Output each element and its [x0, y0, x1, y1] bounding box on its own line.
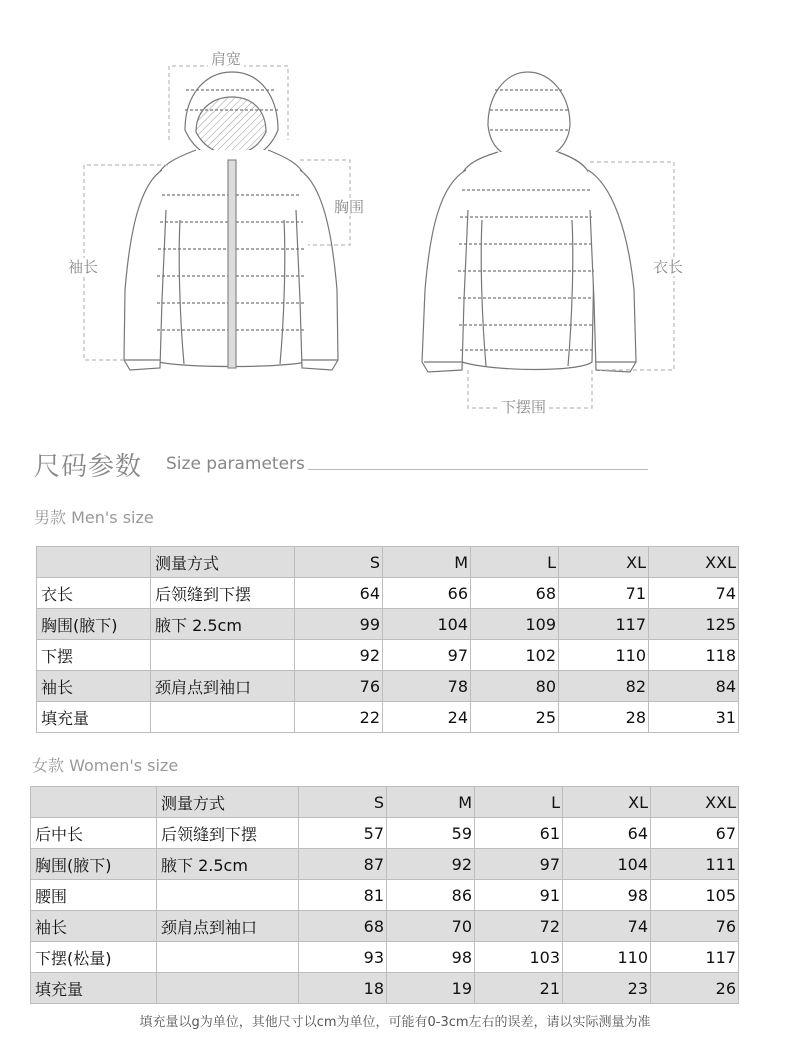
header-cell	[37, 547, 151, 578]
table-row	[37, 702, 739, 733]
row-method: 后领缝到下摆	[151, 578, 295, 609]
cell-value: 104	[383, 609, 471, 640]
row-name: 填充量	[31, 973, 157, 1004]
jacket-drawing	[0, 0, 790, 430]
cell-value: 71	[559, 578, 649, 609]
row-method	[151, 702, 295, 733]
cell-value: 26	[651, 973, 739, 1004]
row-method	[157, 942, 299, 973]
cell-value: 93	[299, 942, 387, 973]
cell-value: 110	[559, 640, 649, 671]
row-method	[157, 973, 299, 1004]
row-name: 填充量	[37, 702, 151, 733]
row-method	[151, 640, 295, 671]
row-method: 颈肩点到袖口	[157, 911, 299, 942]
table-row	[31, 849, 739, 880]
row-name: 袖长	[31, 911, 157, 942]
front-jacket-outline	[124, 72, 338, 370]
jacket-diagram	[0, 0, 790, 430]
table-row	[31, 818, 739, 849]
header-cell: XL	[559, 547, 649, 578]
cell-value: 31	[649, 702, 739, 733]
mens-size-label: 男款 Men's size	[34, 508, 154, 527]
cell-value: 19	[387, 973, 475, 1004]
cell-value: 91	[475, 880, 563, 911]
back-jacket-outline	[422, 72, 636, 372]
cell-value: 66	[383, 578, 471, 609]
cell-value: 80	[471, 671, 559, 702]
cell-value: 92	[295, 640, 383, 671]
table-row	[31, 911, 739, 942]
cell-value: 110	[563, 942, 651, 973]
header-cell: XL	[563, 787, 651, 818]
header-cell: M	[383, 547, 471, 578]
row-name: 袖长	[37, 671, 151, 702]
header-cell: L	[471, 547, 559, 578]
header-cell	[31, 787, 157, 818]
header-cell: 测量方式	[151, 547, 295, 578]
cell-value: 67	[651, 818, 739, 849]
cell-value: 64	[295, 578, 383, 609]
cell-value: 104	[563, 849, 651, 880]
cell-value: 64	[563, 818, 651, 849]
womens-size-label: 女款 Women's size	[32, 756, 179, 775]
cell-value: 22	[295, 702, 383, 733]
row-name: 下摆	[37, 640, 151, 671]
row-name: 后中长	[31, 818, 157, 849]
cell-value: 102	[471, 640, 559, 671]
row-method: 颈肩点到袖口	[151, 671, 295, 702]
header-cell: S	[295, 547, 383, 578]
cell-value: 68	[299, 911, 387, 942]
title-divider	[308, 469, 648, 470]
table-header-row	[37, 547, 739, 578]
table-row	[37, 609, 739, 640]
cell-value: 98	[387, 942, 475, 973]
cell-value: 125	[649, 609, 739, 640]
row-name: 胸围(腋下)	[37, 609, 151, 640]
table-row	[37, 578, 739, 609]
row-method: 腋下 2.5cm	[157, 849, 299, 880]
cell-value: 76	[295, 671, 383, 702]
cell-value: 74	[563, 911, 651, 942]
body-length-label: 衣长	[650, 258, 686, 276]
cell-value: 117	[559, 609, 649, 640]
cell-value: 76	[651, 911, 739, 942]
header-cell: S	[299, 787, 387, 818]
row-name: 胸围(腋下)	[31, 849, 157, 880]
sleeve-length-label: 袖长	[65, 258, 101, 276]
cell-value: 23	[563, 973, 651, 1004]
row-method: 后领缝到下摆	[157, 818, 299, 849]
section-title: 尺码参数	[34, 452, 143, 482]
table-row	[31, 942, 739, 973]
table-header-row	[31, 787, 739, 818]
chest-label: 胸围	[331, 198, 367, 216]
cell-value: 84	[649, 671, 739, 702]
row-name: 衣长	[37, 578, 151, 609]
header-cell: 测量方式	[157, 787, 299, 818]
cell-value: 18	[299, 973, 387, 1004]
cell-value: 70	[387, 911, 475, 942]
cell-value: 74	[649, 578, 739, 609]
table-row	[31, 880, 739, 911]
cell-value: 92	[387, 849, 475, 880]
cell-value: 87	[299, 849, 387, 880]
cell-value: 117	[651, 942, 739, 973]
cell-value: 81	[299, 880, 387, 911]
cell-value: 28	[559, 702, 649, 733]
cell-value: 25	[471, 702, 559, 733]
cell-value: 97	[475, 849, 563, 880]
header-cell: M	[387, 787, 475, 818]
cell-value: 82	[559, 671, 649, 702]
row-name: 腰围	[31, 880, 157, 911]
cell-value: 59	[387, 818, 475, 849]
cell-value: 97	[383, 640, 471, 671]
hem-label: 下摆围	[498, 398, 549, 416]
cell-value: 21	[475, 973, 563, 1004]
womens-size-table	[30, 786, 739, 1004]
footer-note: 填充量以g为单位，其他尺寸以cm为单位，可能有0-3cm左右的误差，请以实际测量为准	[139, 1015, 651, 1030]
cell-value: 109	[471, 609, 559, 640]
row-name: 下摆(松量)	[31, 942, 157, 973]
cell-value: 24	[383, 702, 471, 733]
cell-value: 86	[387, 880, 475, 911]
cell-value: 78	[383, 671, 471, 702]
header-cell: XXL	[649, 547, 739, 578]
cell-value: 98	[563, 880, 651, 911]
cell-value: 99	[295, 609, 383, 640]
cell-value: 103	[475, 942, 563, 973]
table-row	[31, 973, 739, 1004]
cell-value: 105	[651, 880, 739, 911]
cell-value: 72	[475, 911, 563, 942]
cell-value: 61	[475, 818, 563, 849]
cell-value: 111	[651, 849, 739, 880]
row-method	[157, 880, 299, 911]
header-cell: L	[475, 787, 563, 818]
cell-value: 68	[471, 578, 559, 609]
mens-size-table	[36, 546, 739, 733]
table-row	[37, 671, 739, 702]
cell-value: 118	[649, 640, 739, 671]
row-method: 腋下 2.5cm	[151, 609, 295, 640]
section-title-en: Size parameters	[166, 454, 305, 474]
cell-value: 57	[299, 818, 387, 849]
shoulder-width-label: 肩宽	[208, 50, 244, 68]
table-row	[37, 640, 739, 671]
header-cell: XXL	[651, 787, 739, 818]
